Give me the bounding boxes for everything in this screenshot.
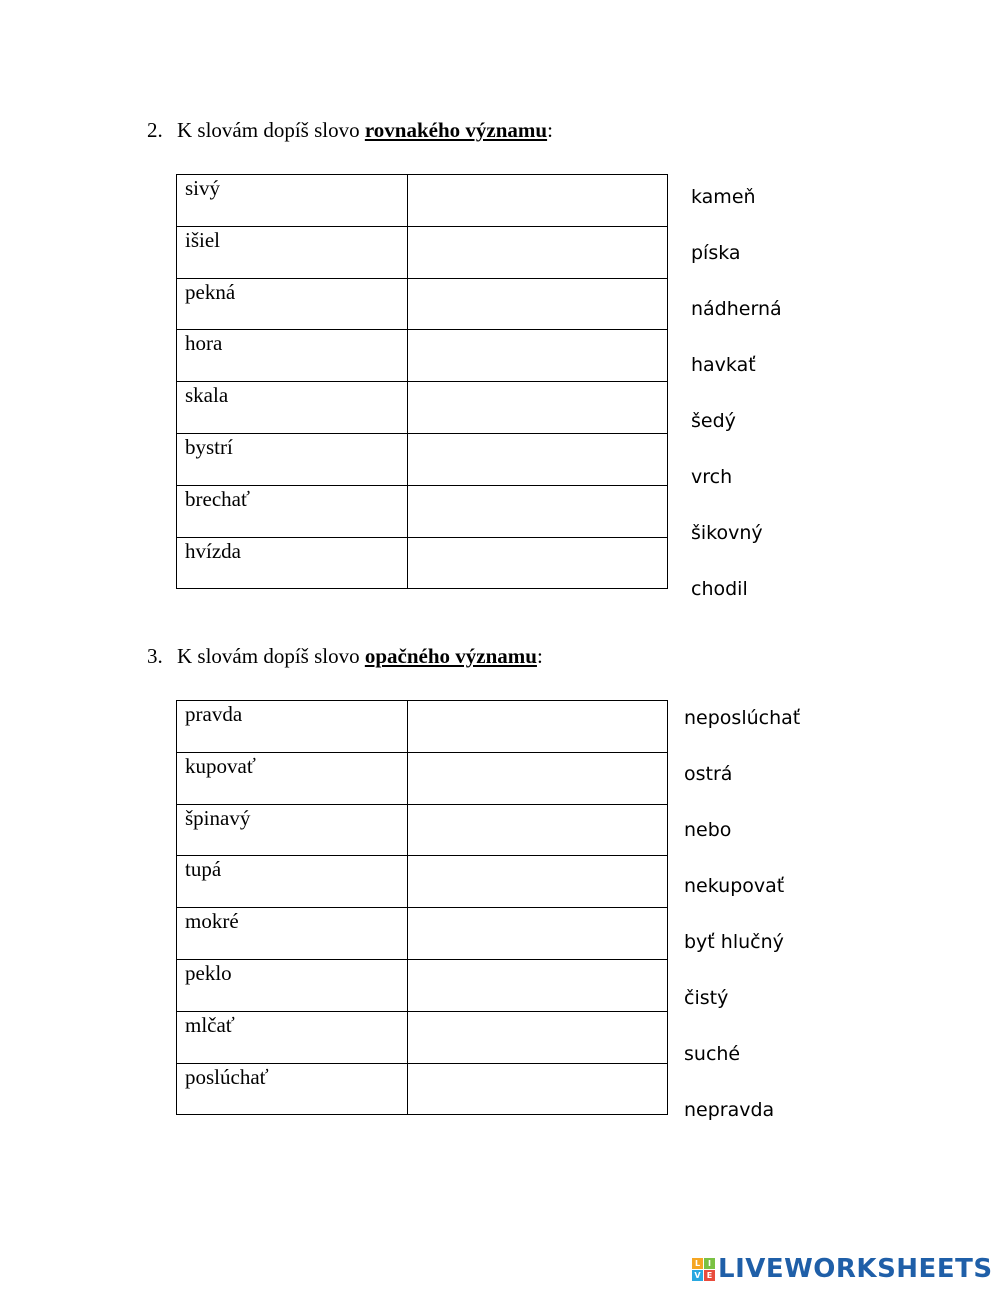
answer-cell[interactable]: [407, 701, 667, 753]
word-cell: mlčať: [177, 1011, 408, 1063]
word-cell: skala: [177, 382, 408, 434]
answer-cell[interactable]: [407, 433, 667, 485]
logo-tile: V: [692, 1270, 703, 1281]
table-row: [177, 433, 668, 485]
logo-tiles-icon: [692, 1258, 715, 1281]
word-bank-item[interactable]: ostrá: [684, 763, 733, 785]
section-2-number: 2.: [147, 118, 163, 142]
word-bank-item[interactable]: píska: [691, 242, 741, 264]
logo-tile: I: [704, 1258, 715, 1269]
word-bank-item[interactable]: nádherná: [691, 298, 782, 320]
section-2-suffix: :: [547, 118, 553, 142]
word-cell: sivý: [177, 175, 408, 227]
table-row: [177, 175, 668, 227]
word-bank-item[interactable]: vrch: [691, 466, 733, 488]
logo-tile: E: [704, 1270, 715, 1281]
answer-cell[interactable]: [407, 485, 667, 537]
section-2-table: [176, 174, 668, 589]
word-bank-item[interactable]: kameň: [691, 186, 756, 208]
answer-cell[interactable]: [407, 1011, 667, 1063]
word-cell: hvízda: [177, 537, 408, 589]
table-row: [177, 278, 668, 330]
table-row: [177, 752, 668, 804]
table-row: [177, 1011, 668, 1063]
section-3-heading: [147, 644, 543, 669]
table-row: [177, 330, 668, 382]
section-3-prefix: K slovám dopíš slovo: [177, 644, 365, 668]
word-cell: hora: [177, 330, 408, 382]
section-2-word-bank: [691, 186, 782, 634]
word-bank-item[interactable]: chodil: [691, 578, 748, 600]
answer-cell[interactable]: [407, 752, 667, 804]
word-cell: bystrí: [177, 433, 408, 485]
word-bank-item[interactable]: byť hlučný: [684, 931, 784, 953]
table-row: [177, 1063, 668, 1115]
section-3-emphasis: opačného významu: [364, 644, 537, 668]
word-cell: išiel: [177, 226, 408, 278]
word-cell: pravda: [177, 701, 408, 753]
section-2-prefix: K slovám dopíš slovo: [177, 118, 365, 142]
word-bank-item[interactable]: havkať: [691, 354, 756, 376]
word-cell: peklo: [177, 959, 408, 1011]
word-bank-item[interactable]: nekupovať: [684, 875, 785, 897]
answer-cell[interactable]: [407, 1063, 667, 1115]
answer-cell[interactable]: [407, 908, 667, 960]
word-bank-item[interactable]: šikovný: [691, 522, 763, 544]
table-row: [177, 537, 668, 589]
table-row: [177, 382, 668, 434]
section-2-emphasis: rovnakého významu: [364, 118, 548, 142]
table-row: [177, 908, 668, 960]
answer-cell[interactable]: [407, 175, 667, 227]
answer-cell[interactable]: [407, 278, 667, 330]
answer-cell[interactable]: [407, 537, 667, 589]
table-row: [177, 226, 668, 278]
answer-cell[interactable]: [407, 856, 667, 908]
logo-tile: L: [692, 1258, 703, 1269]
answer-cell[interactable]: [407, 382, 667, 434]
section-3-number: 3.: [147, 644, 163, 668]
word-bank-item[interactable]: šedý: [691, 410, 736, 432]
answer-cell[interactable]: [407, 959, 667, 1011]
liveworksheets-logo: [692, 1254, 993, 1284]
section-3-table: [176, 700, 668, 1115]
word-bank-item[interactable]: nebo: [684, 819, 732, 841]
table-row: [177, 856, 668, 908]
table-row: [177, 485, 668, 537]
table-row: [177, 804, 668, 856]
word-bank-item[interactable]: nepravda: [684, 1099, 775, 1121]
table-row: [177, 959, 668, 1011]
answer-cell[interactable]: [407, 226, 667, 278]
answer-cell[interactable]: [407, 330, 667, 382]
section-3-suffix: :: [536, 644, 543, 668]
word-cell: mokré: [177, 908, 408, 960]
word-bank-item[interactable]: čistý: [684, 987, 729, 1009]
word-cell: brechať: [177, 485, 408, 537]
table-row: [177, 701, 668, 753]
word-cell: špinavý: [177, 804, 408, 856]
word-bank-item[interactable]: neposlúchať: [684, 707, 801, 729]
logo-text: LIVEWORKSHEETS: [718, 1254, 993, 1284]
word-cell: kupovať: [177, 752, 408, 804]
answer-cell[interactable]: [407, 804, 667, 856]
section-3-word-bank: [684, 707, 800, 1155]
word-bank-item[interactable]: suché: [684, 1043, 741, 1065]
section-2-heading: [147, 118, 553, 143]
word-cell: poslúchať: [177, 1063, 408, 1115]
word-cell: pekná: [177, 278, 408, 330]
word-cell: tupá: [177, 856, 408, 908]
